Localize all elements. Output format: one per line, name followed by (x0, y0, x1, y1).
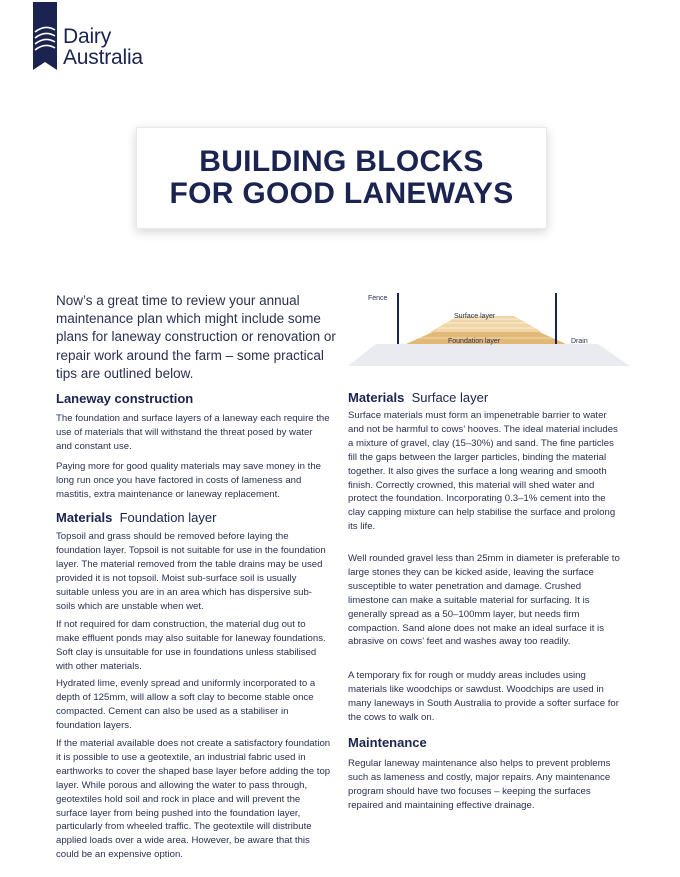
fence-label: Fence (368, 295, 388, 302)
left-paragraph-2: Paying more for good quality materials may save money in the long run once you have factored in costs of lameness and mastitis, extra maintenance or laneway replacement. (56, 461, 322, 500)
laneway-cross-section-diagram (346, 288, 632, 368)
surface-layer-label: Surface layer (454, 313, 496, 320)
materials-label: Materials (56, 510, 113, 525)
right-paragraph-2: Well rounded gravel less than 25mm in diameter is preferable to large stones they can be kicked aside, leaving the surface susceptible to water penetration and damage. Crushed limestone can make a suitable material for surfacing. It is generally spread as a 50–100mm layer, but needs firm compaction. Sand alone does not make an ideal surface it is abrasive on cows’ feet and washes away too readily. (348, 553, 620, 648)
left-paragraph-4: If not required for dam construction, the material dug out to make effluent ponds may also suitable for laneway foundations. Soft clay is unsuitable for use in foundations unless stabilised with other materials. (56, 619, 326, 672)
ground-base (348, 344, 630, 366)
drain-label: Drain (571, 338, 588, 345)
logo-flag-icon (33, 2, 57, 70)
foundation-layer-subtitle: Foundation layer (119, 510, 217, 525)
materials-surface-heading (348, 390, 488, 405)
right-paragraph-4: Regular laneway maintenance also helps to prevent problems such as lameness and costly, major repairs. Any maintenance program should have two focuses – keeping the surfaces repaired and maintaining effective drainage. (348, 758, 611, 811)
logo-line-2: Australia (63, 46, 143, 69)
foundation-layer-label: Foundation layer (448, 338, 501, 345)
maintenance-heading: Maintenance (348, 735, 427, 750)
materials-label-right: Materials (348, 390, 405, 405)
left-paragraph-3: Topsoil and grass should be removed before laying the foundation layer. Topsoil is not suitable for use in the foundation layer. The material removed from the table drains may be used provided it is not topsoil. Moist sub-surface soil is usually suitable unless you are in an area which has dispersive sub-soils which are unstable when wet. (56, 531, 326, 612)
title-line-2: FOR GOOD LANEWAYS (169, 177, 514, 210)
left-paragraph-5: Hydrated lime, evenly spread and uniformly incorporated to a depth of 125mm, will allow a soft clay to become stable once compacted. Cement can also be used as a stabiliser in foundation layers. (56, 678, 316, 731)
intro-paragraph: Now’s a great time to review your annual maintenance plan which might include some plans for laneway construction or renovation or repair work around the farm – some practical tips are outlined below. (56, 293, 336, 381)
laneway-construction-heading: Laneway construction (56, 391, 194, 406)
left-paragraph-6: If the material available does not create a satisfactory foundation it is possible to use a geotextile, an industrial fabric used in earthworks to cover the shaped base layer before adding the top layer. While porous and allowing the water to pass through, geotextiles hold soil and rock in place and will prevent the surface layer from being pushed into the foundation layer, particularly from wheeled traffic. The geotextile will distribute applied loads over a wide area. However, be aware that this could be an expensive option. (56, 738, 331, 861)
logo-line-1: Dairy (63, 25, 112, 48)
left-paragraph-1: The foundation and surface layers of a laneway each require the use of materials that will withstand the threat posed by water and constant use. (56, 413, 330, 452)
title-box (136, 127, 547, 229)
right-paragraph-3: A temporary fix for rough or muddy areas includes using materials like woodchips or sawdust. Woodchips are used in many laneways in South Australia to provide a softer surface for the cows to walk on. (348, 670, 619, 723)
surface-layer-subtitle: Surface layer (411, 390, 489, 405)
title-line-1: BUILDING BLOCKS (199, 145, 484, 178)
logo-wordmark (63, 26, 143, 68)
materials-foundation-heading (56, 510, 216, 525)
right-paragraph-1: Surface materials must form an impenetrable barrier to water and not be harmful to cows’ hooves. The ideal material includes a mixture of gravel, clay (15–30%) and sand. The fine particles fill the gaps between the larger particles, binding the material together. It also gives the surface a long wearing and smooth finish. Correctly crowned, this material will shed water and protect the foundation. Incorporating 0.3–1% cement into the clay capping mixture can help stabilise the surface and prolong its life. (348, 410, 618, 533)
